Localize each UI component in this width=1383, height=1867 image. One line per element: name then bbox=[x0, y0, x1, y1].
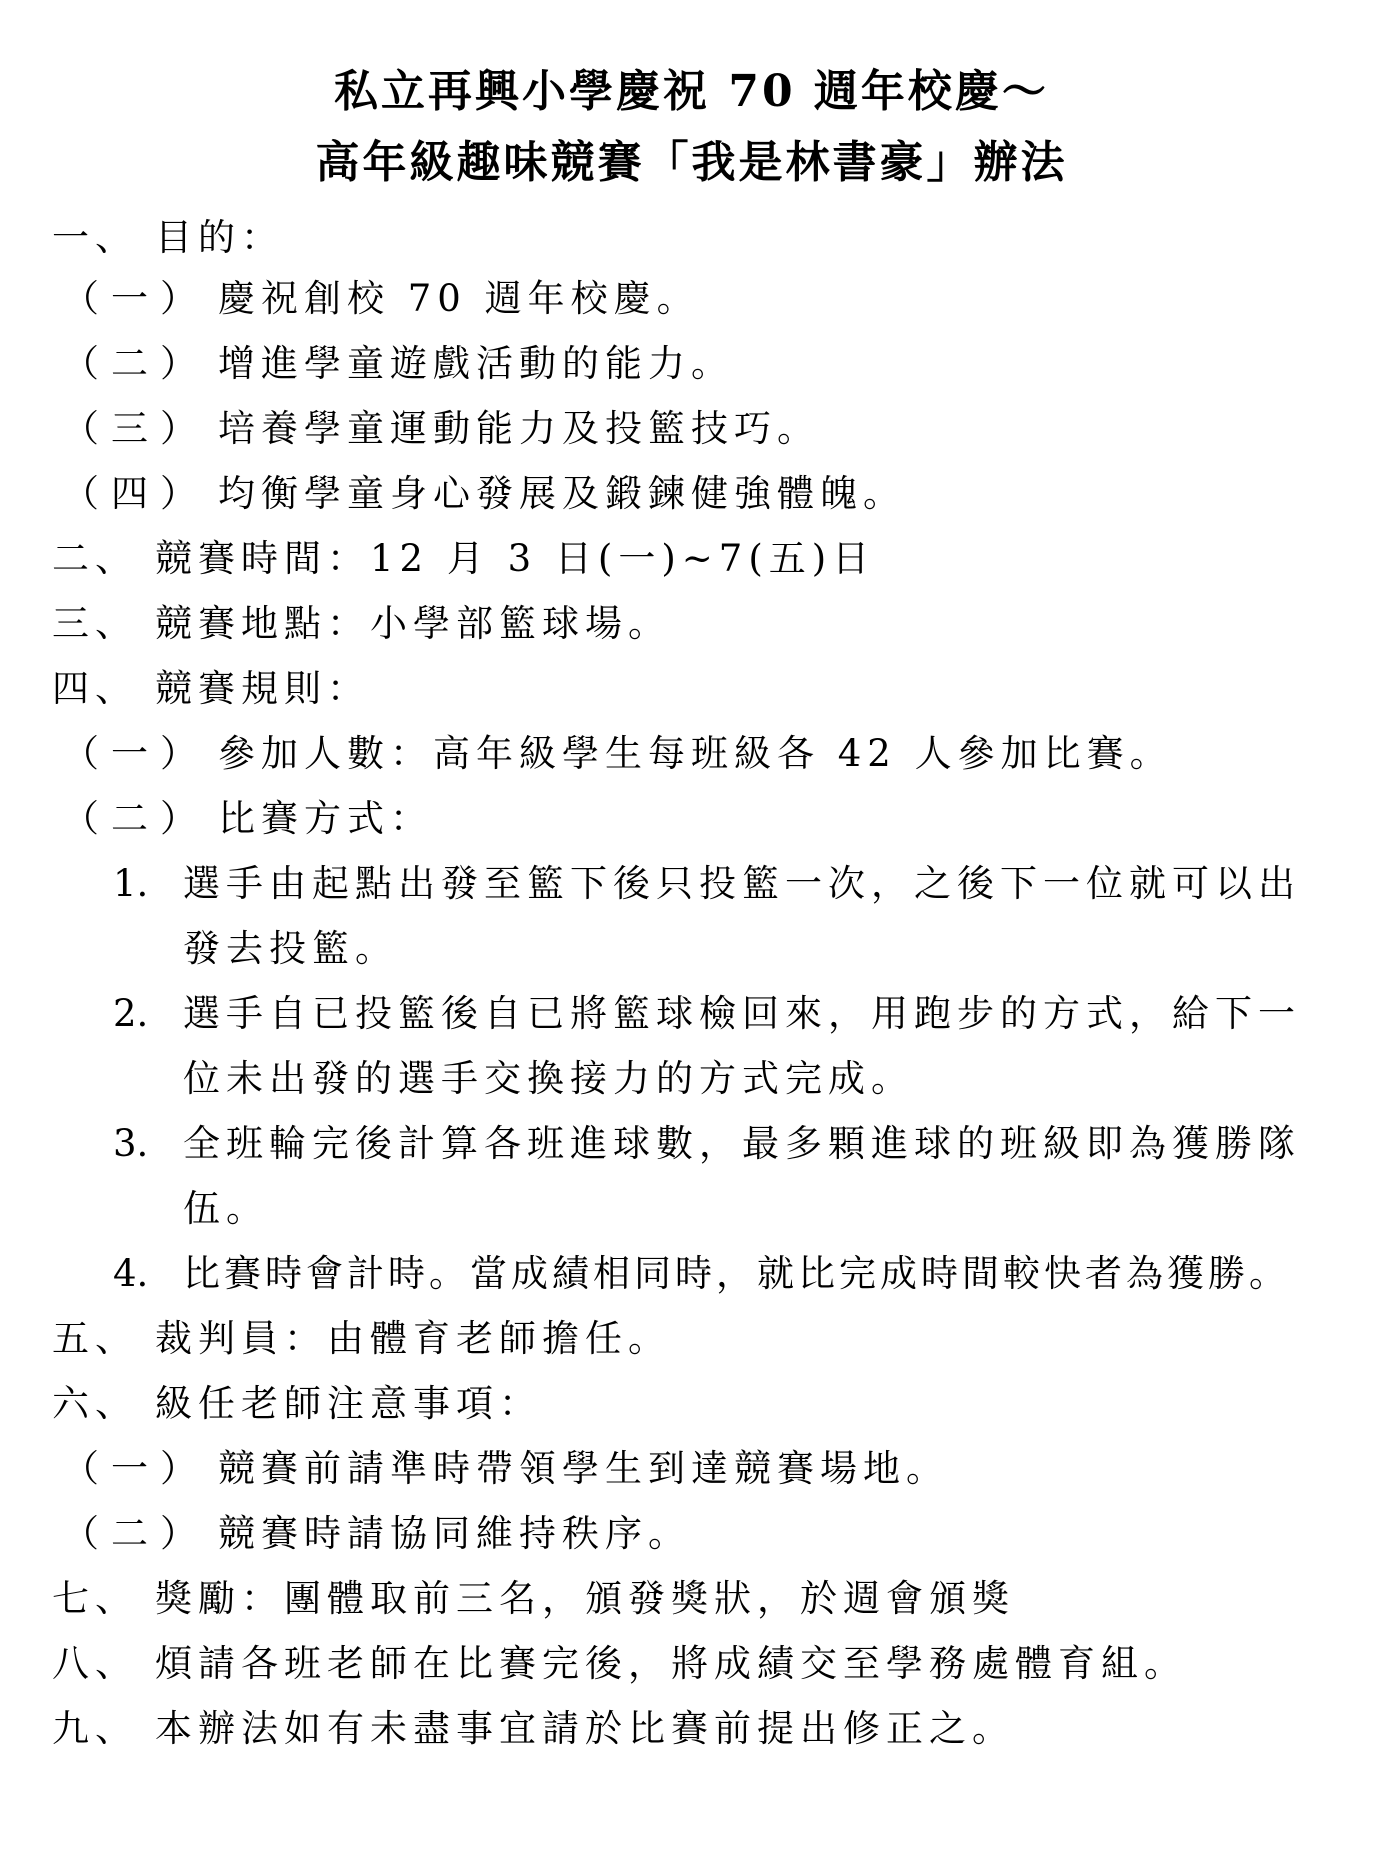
section-rules bbox=[52, 665, 370, 713]
rule-step-2 bbox=[113, 990, 1301, 1038]
section-time bbox=[52, 535, 875, 583]
section-heading: 級任老師注意事項： bbox=[155, 1382, 542, 1425]
rule-step-4 bbox=[113, 1250, 1290, 1298]
section-teacher-notes bbox=[52, 1380, 542, 1428]
item-text: 競賽時請協同維持秩序。 bbox=[218, 1512, 691, 1555]
step-text: 比賽時會計時。當成績相同時，就比完成時間較快者為獲勝。 bbox=[183, 1252, 1290, 1295]
item-marker: （二） bbox=[62, 342, 209, 385]
item-marker: （二） bbox=[62, 797, 209, 840]
section-marker: 九、 bbox=[52, 1707, 138, 1750]
step-marker: 3. bbox=[113, 1122, 149, 1165]
section-marker: 二、 bbox=[52, 537, 138, 580]
step-marker: 1. bbox=[113, 862, 149, 905]
document-title-line-1: 私立再興小學慶祝 70 週年校慶～ bbox=[334, 66, 1049, 117]
purpose-item-1 bbox=[62, 275, 700, 323]
section-marker: 三、 bbox=[52, 602, 138, 645]
step-text: 選手由起點出發至籃下後只投籃一次，之後下一位就可以出 bbox=[183, 862, 1301, 905]
section-heading: 目的： bbox=[155, 216, 284, 259]
item-marker: （二） bbox=[62, 1512, 209, 1555]
teacher-notes-item-1 bbox=[62, 1445, 949, 1493]
rule-step-2-continued: 位未出發的選手交換接力的方式完成。 bbox=[183, 1057, 914, 1100]
section-marker: 一、 bbox=[52, 216, 138, 259]
rules-item-1 bbox=[62, 730, 1173, 778]
teacher-notes-item-2 bbox=[62, 1510, 691, 1558]
section-marker: 八、 bbox=[52, 1642, 138, 1685]
section-heading: 本辦法如有未盡事宜請於比賽前提出修正之。 bbox=[155, 1707, 1015, 1750]
purpose-item-4 bbox=[62, 470, 906, 518]
section-awards bbox=[52, 1575, 1015, 1623]
item-text: 慶祝創校 70 週年校慶。 bbox=[218, 277, 700, 320]
item-text: 參加人數：高年級學生每班級各 42 人參加比賽。 bbox=[218, 732, 1173, 775]
document-title-line-2: 高年級趣味競賽「我是林書豪」辦法 bbox=[315, 137, 1068, 188]
item-text: 均衡學童身心發展及鍛鍊健強體魄。 bbox=[218, 472, 906, 515]
rule-step-3 bbox=[113, 1120, 1301, 1168]
section-referee bbox=[52, 1315, 671, 1363]
item-marker: （三） bbox=[62, 407, 209, 450]
section-location bbox=[52, 600, 671, 648]
item-text: 競賽前請準時帶領學生到達競賽場地。 bbox=[218, 1447, 949, 1490]
rule-step-1 bbox=[113, 860, 1301, 908]
item-marker: （四） bbox=[62, 472, 209, 515]
step-marker: 2. bbox=[113, 992, 149, 1035]
section-heading: 競賽規則： bbox=[155, 667, 370, 710]
section-purpose bbox=[52, 214, 284, 262]
step-marker: 4. bbox=[113, 1252, 149, 1295]
section-heading: 裁判員：由體育老師擔任。 bbox=[155, 1317, 671, 1360]
section-marker: 五、 bbox=[52, 1317, 138, 1360]
item-marker: （一） bbox=[62, 732, 209, 775]
purpose-item-3 bbox=[62, 405, 820, 453]
rules-item-2 bbox=[62, 795, 433, 843]
item-text: 培養學童運動能力及投籃技巧。 bbox=[218, 407, 820, 450]
section-heading: 獎勵：團體取前三名，頒發獎狀，於週會頒獎 bbox=[155, 1577, 1015, 1620]
item-marker: （一） bbox=[62, 277, 209, 320]
item-text: 比賽方式： bbox=[218, 797, 433, 840]
rule-step-1-continued: 發去投籃。 bbox=[183, 927, 398, 970]
rule-step-3-continued: 伍。 bbox=[183, 1187, 269, 1230]
step-text: 選手自已投籃後自已將籃球檢回來，用跑步的方式，給下一 bbox=[183, 992, 1301, 1035]
section-heading: 競賽時間：12 月 3 日(一)~7(五)日 bbox=[155, 537, 876, 580]
section-marker: 四、 bbox=[52, 667, 138, 710]
section-marker: 六、 bbox=[52, 1382, 138, 1425]
section-amendments bbox=[52, 1705, 1015, 1753]
item-marker: （一） bbox=[62, 1447, 209, 1490]
step-text: 全班輪完後計算各班進球數，最多顆進球的班級即為獲勝隊 bbox=[183, 1122, 1301, 1165]
section-heading: 競賽地點：小學部籃球場。 bbox=[155, 602, 671, 645]
section-marker: 七、 bbox=[52, 1577, 138, 1620]
purpose-item-2 bbox=[62, 340, 734, 388]
section-submit-results bbox=[52, 1640, 1187, 1688]
item-text: 增進學童遊戲活動的能力。 bbox=[218, 342, 734, 385]
section-heading: 煩請各班老師在比賽完後，將成績交至學務處體育組。 bbox=[155, 1642, 1187, 1685]
